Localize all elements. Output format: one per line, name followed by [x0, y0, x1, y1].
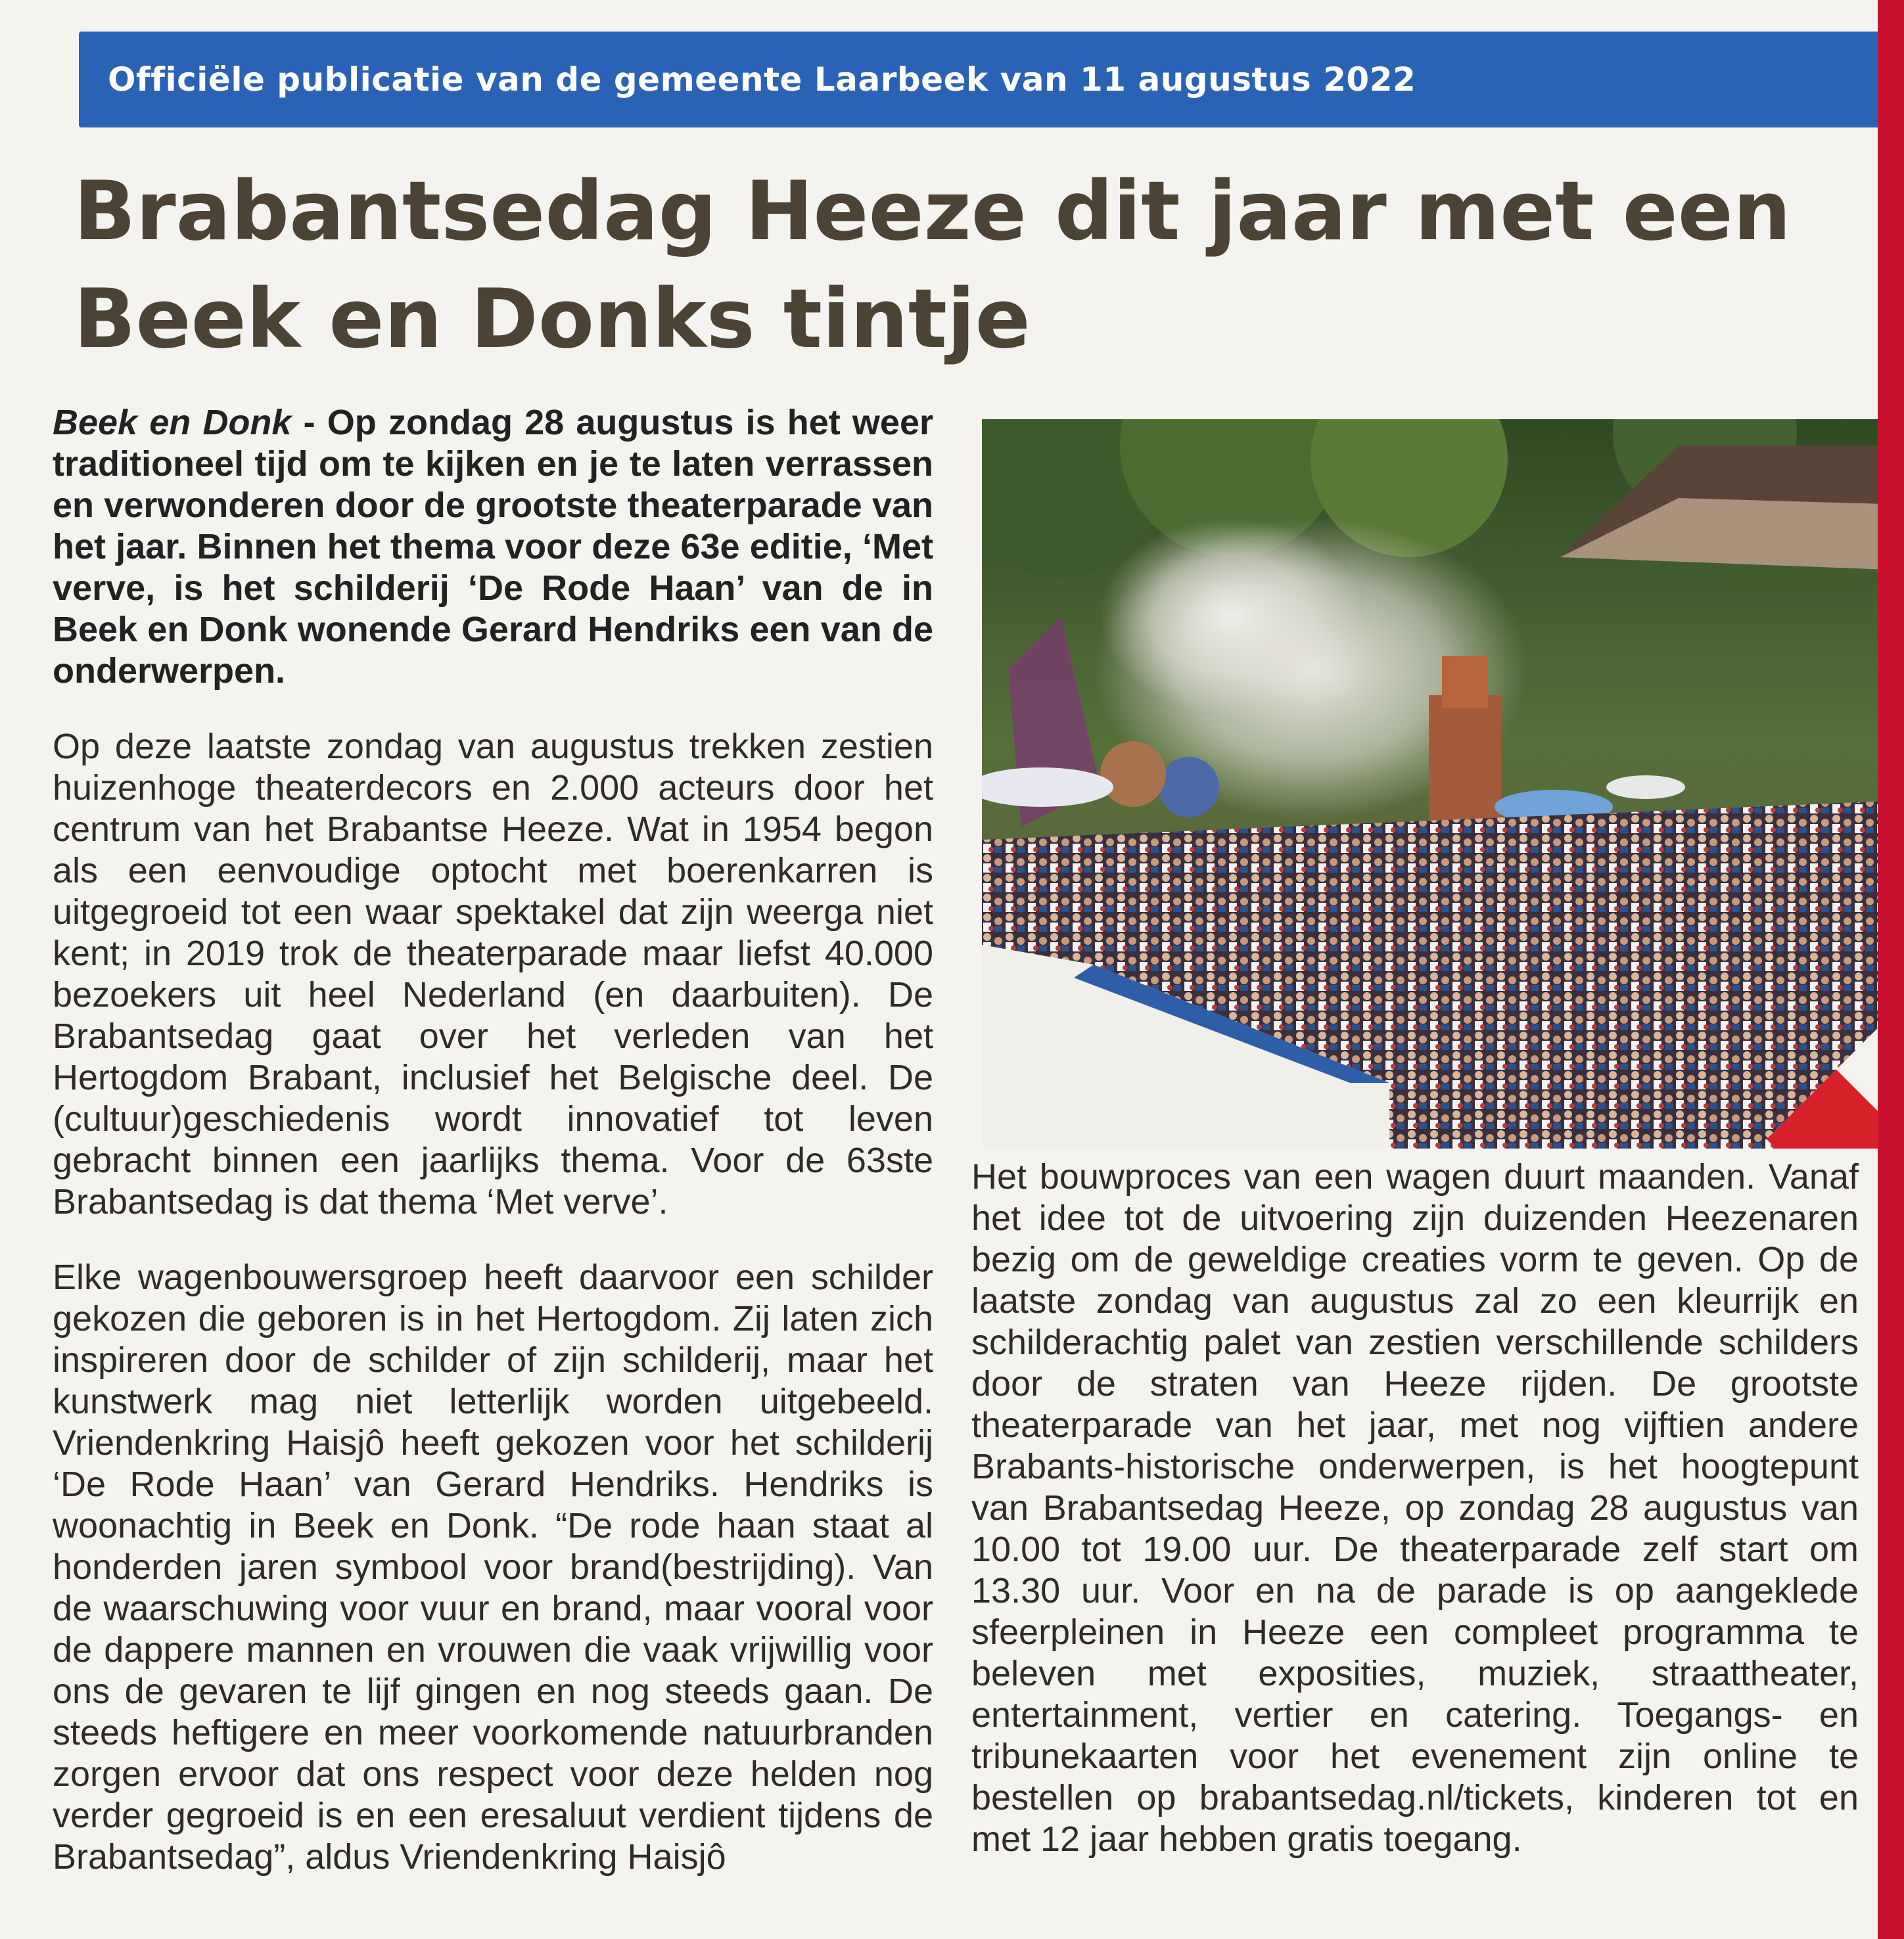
right-column — [971, 1156, 1859, 1860]
parade-photo — [982, 419, 1893, 1149]
intro-paragraph — [53, 402, 933, 692]
left-column — [53, 402, 933, 1878]
body-paragraph-4: Het bouwproces van een wagen duurt maanden. Vanaf het idee tot de uitvoering zijn duizenden Heezenaren bezig om de geweldige creaties vorm te geven. Op de laatste zondag van augustus zal zo een kleurrijk en schilderachtig palet van zestien verschillende schilders door de straten van Heeze rijden. De grootste theaterparade van het jaar, met nog vijftien andere Brabants-historische onderwerpen, is het hoogtepunt van Brabantsedag Heeze, op zondag 28 augustus van 10.00 tot 19.00 uur. De theaterparade zelf start om 13.30 uur. Voor en na de parade is op aangeklede sfeerpleinen in Heeze een compleet programma te beleven met exposities, muziek, straattheater, entertainment, vertier en catering. Toegangs- en tribunekaarten voor het evenement zijn online te bestellen op brabantsedag.nl/tickets, kinderen tot en met 12 jaar hebben gratis toegang. — [971, 1157, 1859, 1859]
banner-text: Officiële publicatie van de gemeente Laarbeek van 11 augustus 2022 — [108, 60, 1416, 99]
body-paragraph-3: Elke wagenbouwersgroep heeft daarvoor een schilder gekozen die geboren is in het Hertogdom. Zij laten zich inspireren door de schilder of zijn schilderij, maar het kunstwerk mag niet letterlijk worden uitgebeeld. Vriendenkring Haisjô heeft gekozen voor het schilderij ‘De Rode Haan’ van Gerard Hendriks. Hendriks is woonachtig in Beek en Donk. “De rode haan staat al honderden jaren symbool voor brand(bestrijding). Van de waarschuwing voor vuur en brand, maar vooral voor de dappere mannen en vrouwen die vaak vrijwillig voor ons de gevaren te lijf gingen en nog steeds gaan. De steeds heftigere en meer voorkomende natuurbranden zorgen ervoor dat ons respect voor deze helden nog verder gegroeid is en een eresaluut verdient tijdens de Brabantsedag”, aldus Vriendenkring Haisjô — [53, 1258, 933, 1877]
dateline: Beek en Donk — [53, 403, 292, 442]
body-paragraph-2: Op deze laatste zondag van augustus trekken zestien huizenhoge theaterdecors en 2.000 acteurs door het centrum van het Brabantse Heeze. Wat in 1954 begon als een eenvoudige optocht met boerenkarren is uitgegroeid tot een waar spektakel dat zijn weerga niet kent; in 2019 trok de theaterparade maar liefst 40.000 bezoekers uit heel Nederland (en daarbuiten). De Brabantsedag gaat over het verleden van het Hertogdom Brabant, inclusief het Belgische deel. De (cultuur)geschiedenis wordt innovatief tot leven gebracht binnen een jaarlijks thema. Voor de 63ste Brabantsedag is dat thema ‘Met verve’. — [53, 727, 933, 1221]
publication-banner — [79, 32, 1893, 127]
page-edge — [1878, 0, 1904, 1939]
article-headline: Brabantsedag Heeze dit jaar met een Beek en Donks tintje — [74, 164, 1792, 367]
intro-text: - Op zondag 28 augustus is het weer traditioneel tijd om te kijken en je te laten verrassen en verwonderen door de grootste theaterparade van het jaar. Binnen het thema voor deze 63e editie, ‘Met verve, is het schilderij ‘De Rode Haan’ van de in Beek en Donk wonende Gerard Hendriks een van de onderwerpen. — [53, 403, 933, 691]
